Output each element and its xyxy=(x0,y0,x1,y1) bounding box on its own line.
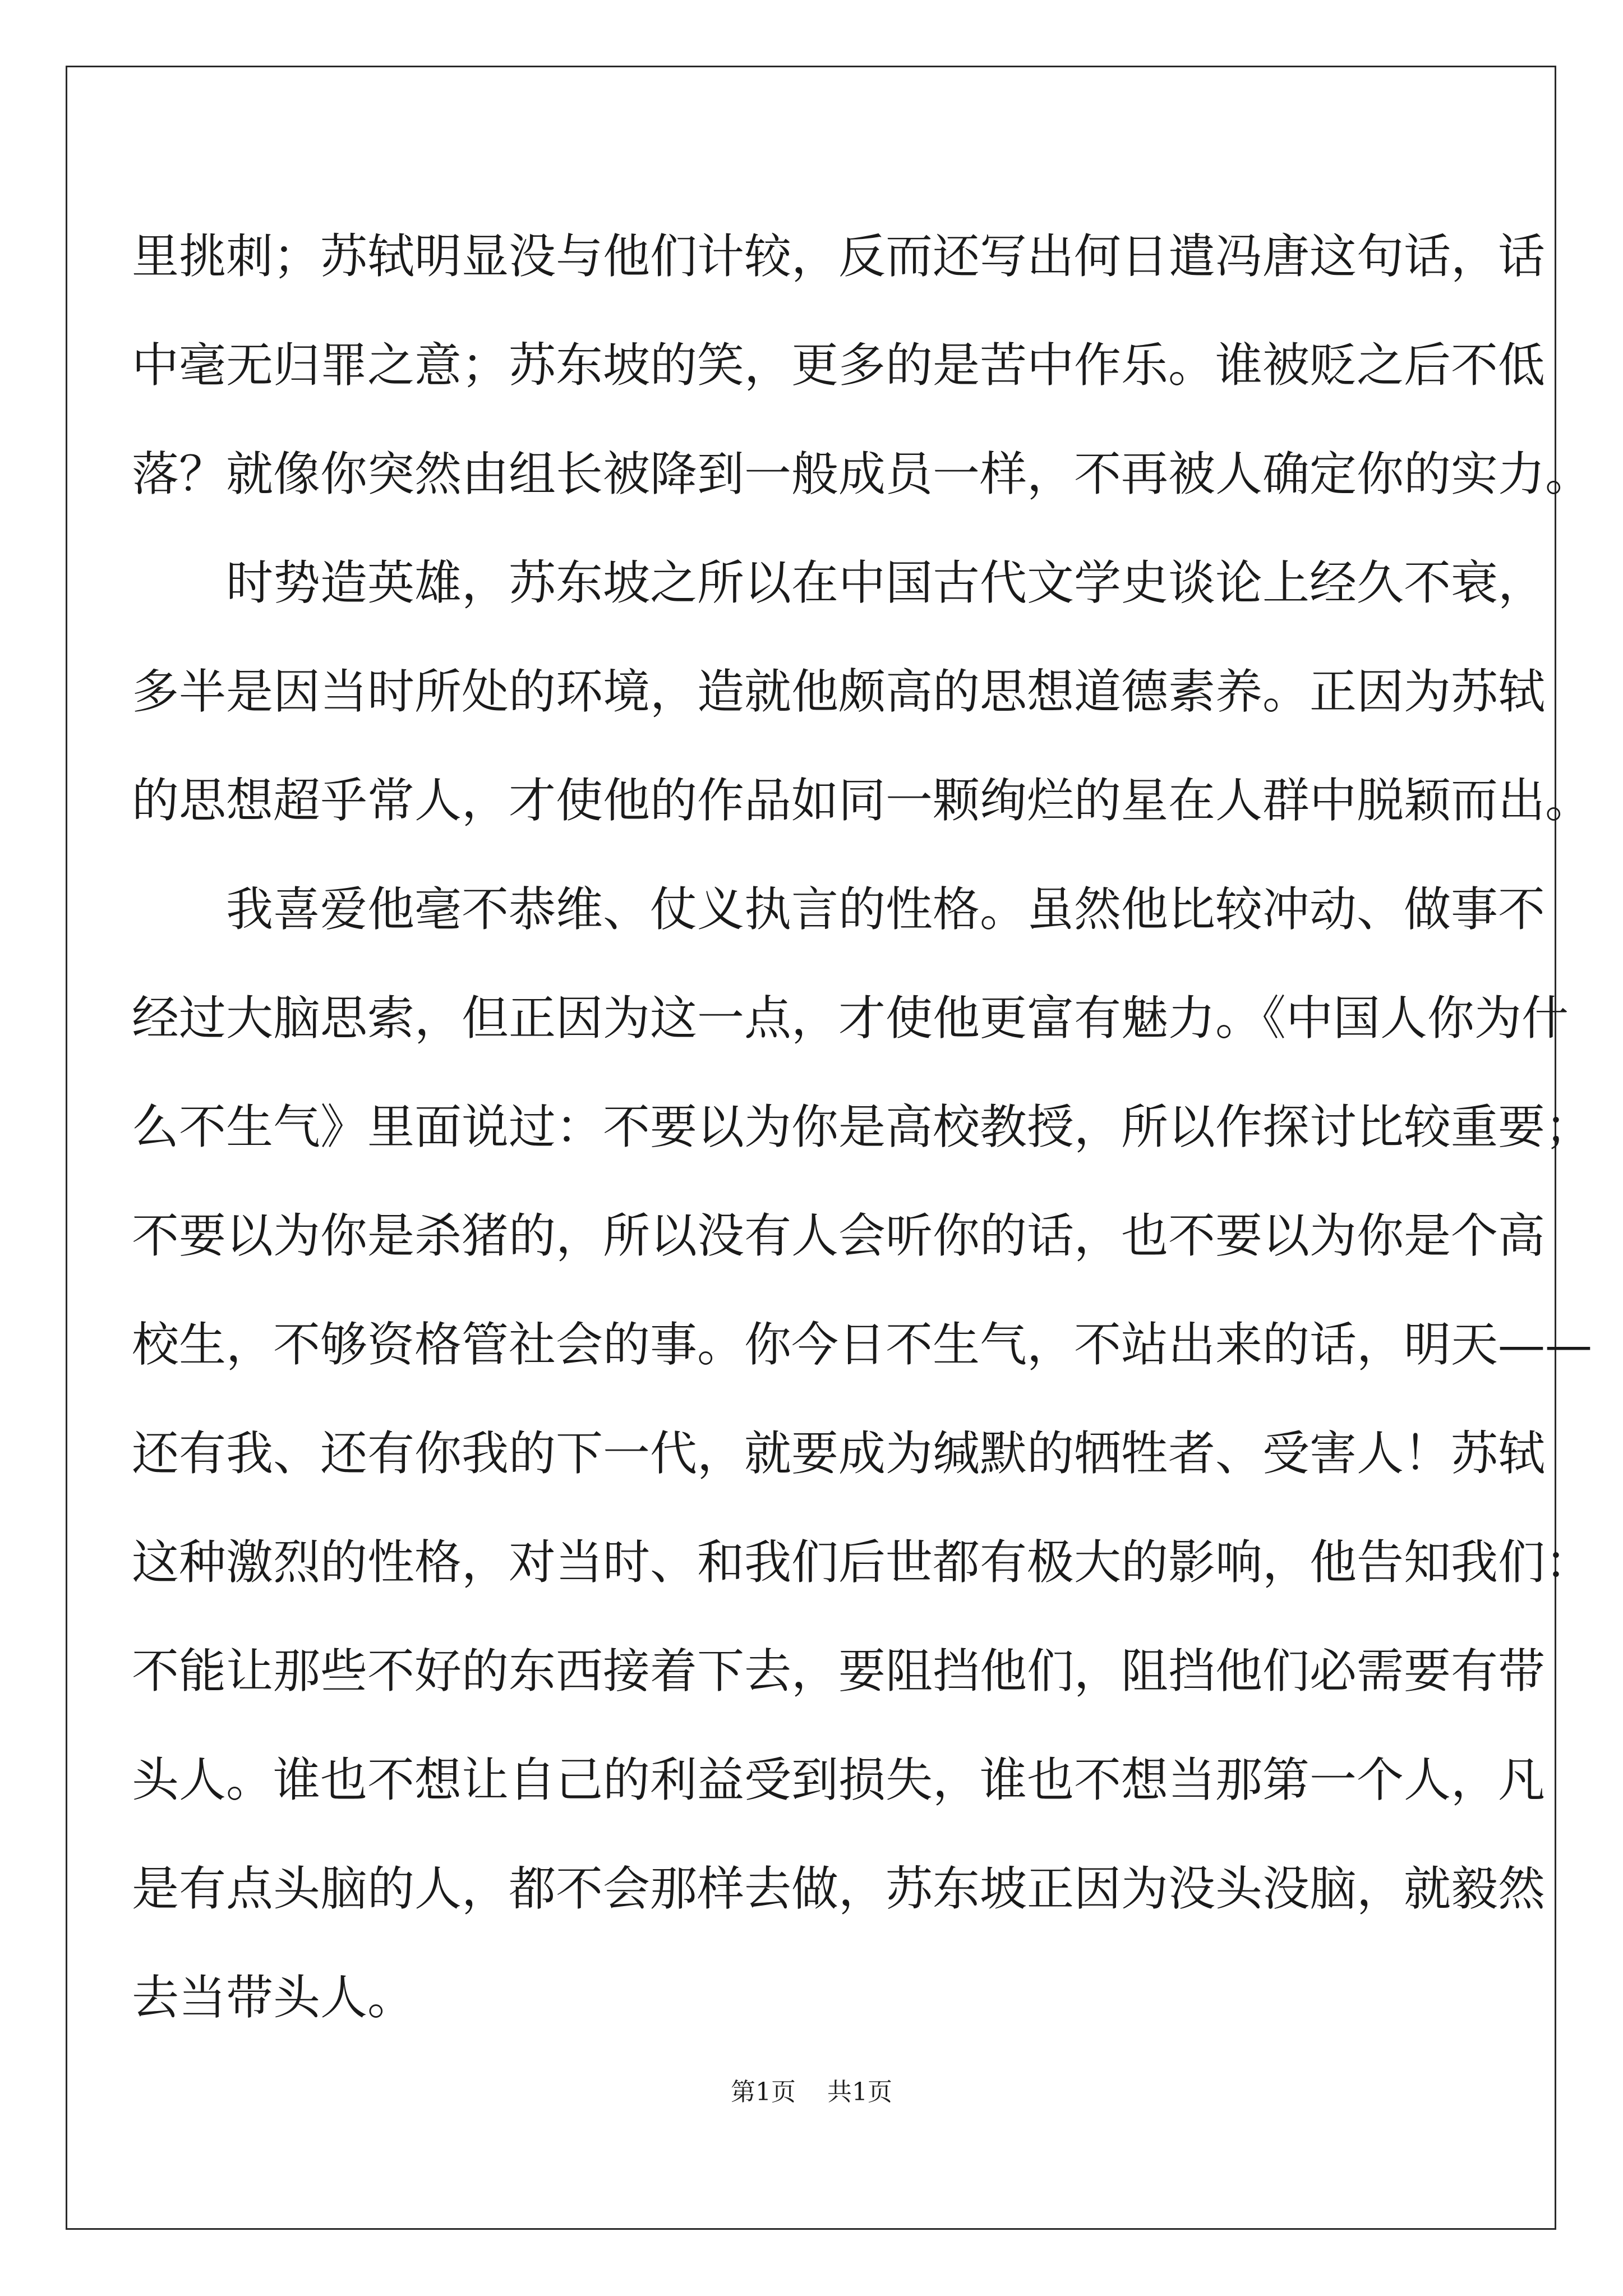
text-line: 中毫无归罪之意；苏东坡的笑，更多的是苦中作乐。谁被贬之后不低 xyxy=(132,338,1546,393)
text-line: 落？就像你突然由组长被降到一般成员一样，不再被人确定你的实力。 xyxy=(132,447,1593,501)
text-line: 里挑刺；苏轼明显没与他们计较，反而还写出何日遣冯唐这句话，话 xyxy=(132,229,1546,284)
text-line: 时势造英雄，苏东坡之所以在中国古代文学史谈论上经久不衰， xyxy=(132,555,1546,610)
text-line: 这种激烈的性格，对当时、和我们后世都有极大的影响，他告知我们： xyxy=(132,1535,1593,1590)
text-line: 头人。谁也不想让自己的利益受到损失，谁也不想当那第一个人，凡 xyxy=(132,1752,1546,1807)
text-line: 多半是因当时所处的环境，造就他颇高的思想道德素养。正因为苏轼 xyxy=(132,664,1546,719)
text-line: 经过大脑思索，但正因为这一点，才使他更富有魅力。《中国人你为什 xyxy=(132,991,1569,1046)
page-total: 共1页 xyxy=(827,2078,892,2106)
text-line: 去当带头人。 xyxy=(132,1970,415,2025)
text-line: 的思想超乎常人，才使他的作品如同一颗绚烂的星在人群中脱颖而出。 xyxy=(132,773,1593,828)
text-line: 不能让那些不好的东西接着下去，要阻挡他们，阻挡他们必需要有带 xyxy=(132,1644,1546,1699)
document-body xyxy=(132,202,1593,2052)
text-line: 是有点头脑的人，都不会那样去做，苏东坡正因为没头没脑，就毅然 xyxy=(132,1861,1546,1916)
text-line: 不要以为你是杀猪的，所以没有人会听你的话，也不要以为你是个高 xyxy=(132,1208,1546,1263)
page-number: 第1页 xyxy=(731,2078,796,2106)
text-line: 校生，不够资格管社会的事。你今日不生气，不站出来的话，明天—— xyxy=(132,1317,1593,1372)
text-line: 么不生气》里面说过：不要以为你是高校教授，所以作探讨比较重要； xyxy=(132,1099,1593,1154)
page-footer xyxy=(0,2076,1623,2109)
text-line: 还有我、还有你我的下一代，就要成为缄默的牺牲者、受害人！苏轼 xyxy=(132,1426,1546,1481)
text-line: 我喜爱他毫不恭维、仗义执言的性格。虽然他比较冲动、做事不 xyxy=(132,882,1546,937)
